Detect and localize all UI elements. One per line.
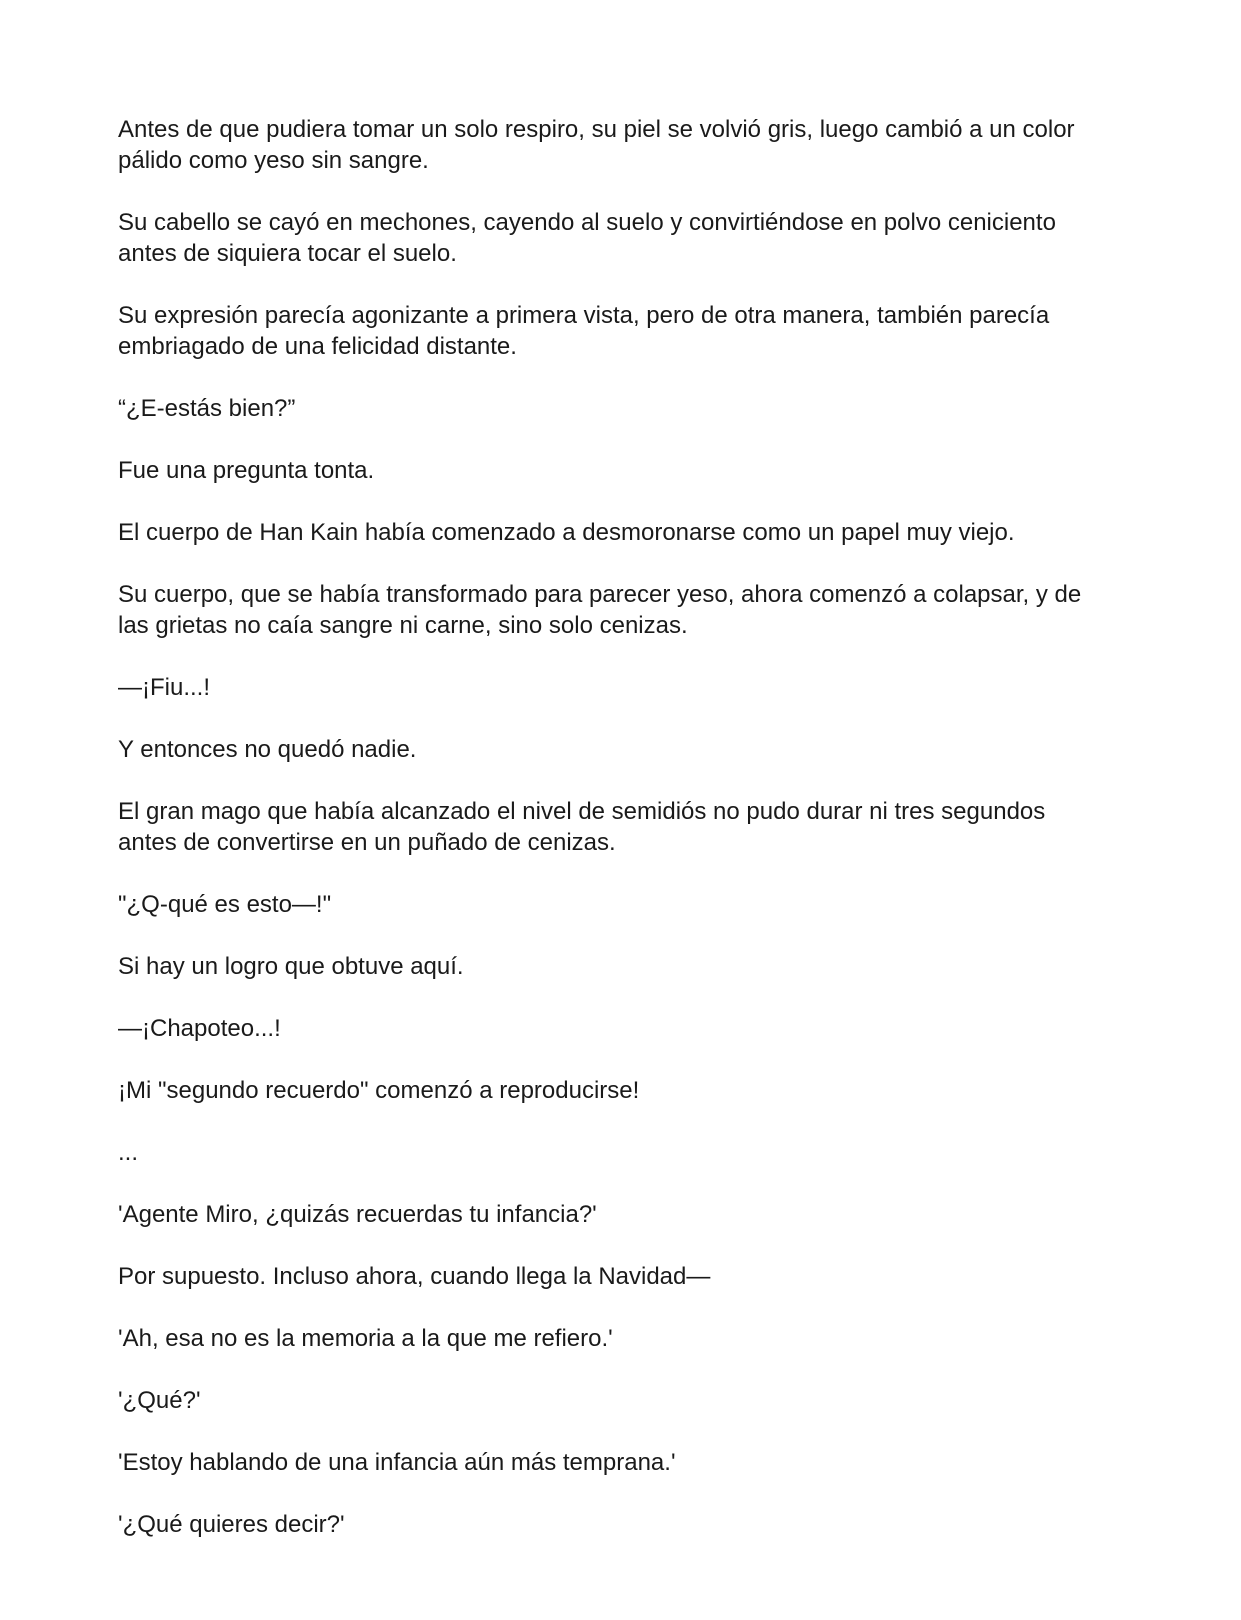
- paragraph: Antes de que pudiera tomar un solo respiro, su piel se volvió gris, luego cambió a un color pálido como yeso sin sangre.: [118, 116, 1075, 174]
- paragraph: Su cuerpo, que se había transformado para parecer yeso, ahora comenzó a colapsar, y de las grietas no caía sangre ni carne, sino solo cenizas.: [118, 581, 1082, 639]
- paragraph: El gran mago que había alcanzado el nivel de semidiós no pudo durar ni tres segundos antes de convertirse en un puñado de cenizas.: [118, 798, 1046, 856]
- paragraph: "¿Q-qué es esto—!": [118, 891, 332, 918]
- paragraph: El cuerpo de Han Kain había comenzado a desmoronarse como un papel muy viejo.: [118, 519, 1015, 546]
- paragraph: Por supuesto. Incluso ahora, cuando llega la Navidad—: [118, 1263, 711, 1290]
- paragraph: Y entonces no quedó nadie.: [118, 736, 417, 763]
- paragraph: ...: [118, 1139, 139, 1166]
- paragraph: Su cabello se cayó en mechones, cayendo al suelo y convirtiéndose en polvo ceniciento antes de siquiera tocar el suelo.: [118, 209, 1056, 267]
- paragraph: 'Estoy hablando de una infancia aún más temprana.': [118, 1449, 676, 1476]
- paragraph: '¿Qué?': [118, 1387, 201, 1414]
- paragraph: 'Agente Miro, ¿quizás recuerdas tu infancia?': [118, 1201, 597, 1228]
- paragraph: Fue una pregunta tonta.: [118, 457, 375, 484]
- paragraph: '¿Qué quieres decir?': [118, 1511, 345, 1538]
- paragraph: ¡Mi "segundo recuerdo" comenzó a reproducirse!: [118, 1077, 640, 1104]
- paragraph: Si hay un logro que obtuve aquí.: [118, 953, 464, 980]
- paragraph: —¡Chapoteo...!: [118, 1015, 281, 1042]
- paragraph: 'Ah, esa no es la memoria a la que me refiero.': [118, 1325, 613, 1352]
- paragraph: —¡Fiu...!: [118, 674, 211, 701]
- document-body: [118, 114, 1108, 1571]
- paragraph: Su expresión parecía agonizante a primera vista, pero de otra manera, también parecía embriagado de una felicidad distante.: [118, 302, 1050, 360]
- paragraph: “¿E-estás bien?”: [118, 395, 296, 422]
